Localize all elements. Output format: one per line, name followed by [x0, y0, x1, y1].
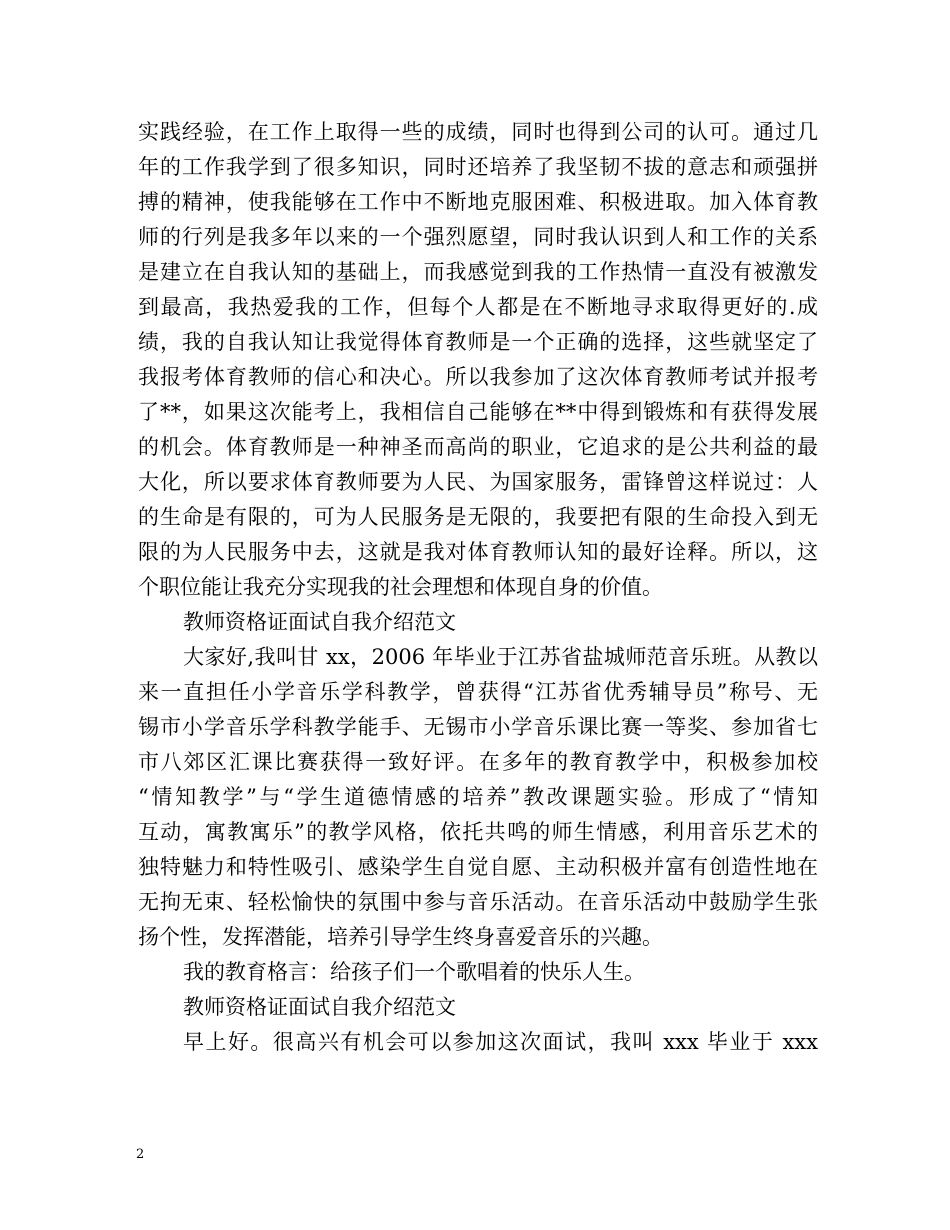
text-line: “情知教学”与“学生道德情感的培养”教改课题实验。形成了“情知 — [138, 785, 818, 809]
text-line: 锡市小学音乐学科教学能手、无锡市小学音乐课比赛一等奖、参加省七 — [138, 715, 818, 739]
text-line: 年的工作我学到了很多知识，同时还培养了我坚韧不拔的意志和顽强拼 — [138, 155, 818, 179]
document-body — [138, 115, 818, 1060]
text-line: 独特魅力和特性吸引、感染学生自觉自愿、主动积极并富有创造性地在 — [138, 855, 818, 879]
page-number: 2 — [136, 1147, 145, 1162]
text-line: 来一直担任小学音乐学科教学，曾获得“江苏省优秀辅导员”称号、无 — [138, 680, 818, 704]
text-line: 个职位能让我充分实现我的社会理想和体现自身的价值。 — [138, 575, 663, 599]
text-line: 扬个性，发挥潜能，培养引导学生终身喜爱音乐的兴趣。 — [138, 925, 663, 949]
text-line: 教师资格证面试自我介绍范文 — [183, 995, 456, 1019]
text-line: 无拘无束、轻松愉快的氛围中参与音乐活动。在音乐活动中鼓励学生张 — [138, 890, 818, 914]
text-line: 大化，所以要求体育教师要为人民、为国家服务，雷锋曾这样说过：人 — [138, 470, 818, 494]
text-line: 市八郊区汇课比赛获得一致好评。在多年的教育教学中，积极参加校 — [138, 750, 818, 774]
text-line: 的机会。体育教师是一种神圣而高尚的职业，它追求的是公共利益的最 — [138, 435, 818, 459]
text-line: 早上好。很高兴有机会可以参加这次面试，我叫 xxx 毕业于 xxx — [183, 1030, 818, 1054]
text-line: 我报考体育教师的信心和决心。所以我参加了这次体育教师考试并报考 — [138, 365, 818, 389]
text-line: 大家好,我叫甘 xx，2006 年毕业于江苏省盐城师范音乐班。从教以 — [183, 645, 818, 669]
text-line: 的生命是有限的，可为人民服务是无限的，我要把有限的生命投入到无 — [138, 505, 818, 529]
text-line: 限的为人民服务中去，这就是我对体育教师认知的最好诠释。所以，这 — [138, 540, 818, 564]
text-line: 实践经验，在工作上取得一些的成绩，同时也得到公司的认可。通过几 — [138, 120, 818, 144]
text-line: 我的教育格言：给孩子们一个歌唱着的快乐人生。 — [183, 960, 645, 984]
text-line: 绩，我的自我认知让我觉得体育教师是一个正确的选择，这些就坚定了 — [138, 330, 818, 354]
text-line: 师的行列是我多年以来的一个强烈愿望，同时我认识到人和工作的关系 — [138, 225, 818, 249]
text-line: 到最高，我热爱我的工作，但每个人都是在不断地寻求取得更好的.成 — [138, 295, 818, 319]
text-line: 互动，寓教寓乐”的教学风格，依托共鸣的师生情感，利用音乐艺术的 — [138, 820, 818, 844]
text-line: 了**，如果这次能考上，我相信自己能够在**中得到锻炼和有获得发展 — [138, 400, 818, 424]
text-line: 搏的精神，使我能够在工作中不断地克服困难、积极进取。加入体育教 — [138, 190, 818, 214]
text-line: 教师资格证面试自我介绍范文 — [183, 610, 456, 634]
text-line: 是建立在自我认知的基础上，而我感觉到我的工作热情一直没有被激发 — [138, 260, 818, 284]
